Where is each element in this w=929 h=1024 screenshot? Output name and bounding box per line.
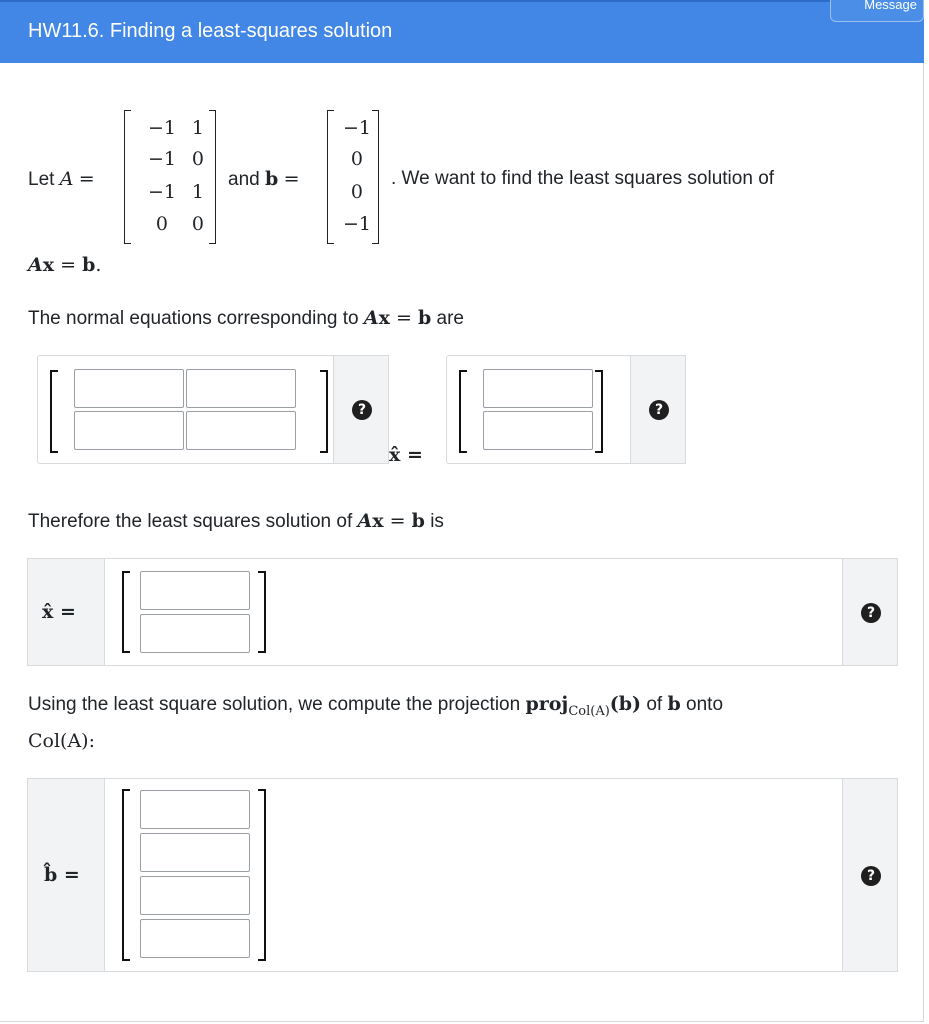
question-header bbox=[0, 0, 924, 63]
col-A-text: Col(A): bbox=[28, 730, 96, 752]
xhat-input-1[interactable] bbox=[140, 571, 250, 610]
message-tab[interactable]: Message bbox=[830, 0, 924, 22]
xhat-group bbox=[27, 558, 898, 666]
bhat-input-2[interactable] bbox=[140, 833, 250, 872]
want-text: . We want to find the least squares solution of bbox=[391, 168, 775, 189]
help-icon[interactable]: ? bbox=[649, 400, 669, 420]
help-icon[interactable]: ? bbox=[352, 400, 372, 420]
help-icon[interactable]: ? bbox=[861, 866, 881, 886]
normal-matrix-help-addon bbox=[333, 355, 389, 464]
bhat-input-4[interactable] bbox=[140, 919, 250, 958]
xhat-label-addon: x̂ = bbox=[27, 558, 105, 666]
equation-Ax-b: Ax = b. bbox=[28, 254, 102, 276]
normal-rhs-input-2[interactable] bbox=[483, 411, 593, 450]
normal-matrix-group bbox=[37, 355, 389, 464]
bhat-input-1[interactable] bbox=[140, 790, 250, 829]
normal-rhs-help-addon bbox=[630, 355, 686, 464]
xhat-help-addon bbox=[842, 558, 898, 666]
normal-matrix-input-1-1[interactable] bbox=[74, 369, 184, 408]
normal-equations-text: The normal equations corresponding to Ax = b are bbox=[28, 307, 464, 329]
normal-xhat-label: x̂ = bbox=[389, 444, 423, 466]
bhat-group bbox=[27, 778, 898, 972]
help-icon[interactable]: ? bbox=[861, 603, 881, 623]
and-b-text: and b = bbox=[228, 168, 300, 190]
bhat-help-addon bbox=[842, 778, 898, 972]
projection-text: Using the least square solution, we compute the projection proj$_{Col(A)}$(b) of b onto bbox=[28, 693, 724, 719]
bhat-input-3[interactable] bbox=[140, 876, 250, 915]
least-squares-text: Therefore the least squares solution of Ax = b is bbox=[28, 510, 444, 532]
normal-matrix-input-1-2[interactable] bbox=[186, 369, 296, 408]
question-title: HW11.6. Finding a least-squares solution bbox=[28, 20, 393, 42]
let-text: Let A = bbox=[28, 168, 95, 190]
vector-b: −1 0 0 −1 bbox=[327, 110, 379, 244]
matrix-A: −1 1 −1 0 −1 1 0 0 bbox=[124, 110, 216, 244]
normal-rhs-group bbox=[446, 355, 686, 464]
normal-matrix-input-2-2[interactable] bbox=[186, 411, 296, 450]
bhat-label-addon: b̂ = bbox=[27, 778, 105, 972]
normal-rhs-input-1[interactable] bbox=[483, 369, 593, 408]
xhat-input-2[interactable] bbox=[140, 614, 250, 653]
normal-matrix-input-2-1[interactable] bbox=[74, 411, 184, 450]
